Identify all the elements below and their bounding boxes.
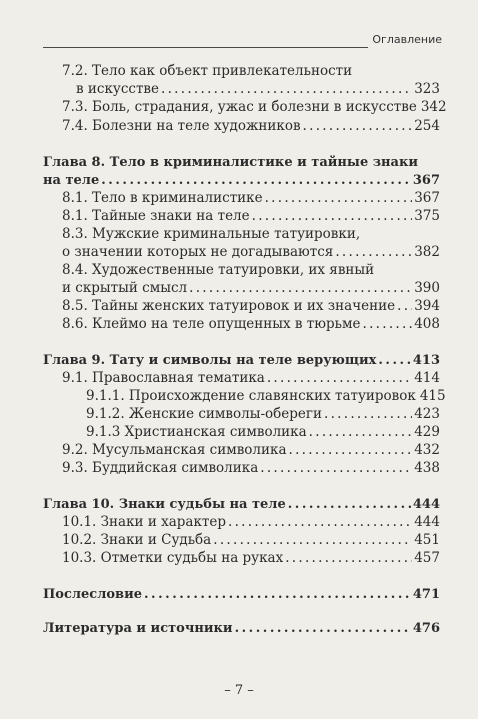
toc-entry-label: на теле [43,173,100,188]
toc-chapter-9[interactable] [43,352,440,369]
dot-leader [265,190,413,207]
header-rule [43,47,368,48]
toc-entry-label: Глава 9. Тату и символы на теле верующих [43,353,377,368]
toc-chapter-10[interactable] [43,496,440,513]
toc-entry-label: Послесловие [43,587,142,602]
toc-entry-label: 10.2. Знаки и Судьба [62,532,212,548]
toc-entry-7-4[interactable] [62,118,440,135]
toc-page-number: 367 [412,173,440,188]
toc-entry-8-3[interactable] [62,244,440,261]
toc-page-number: 432 [414,442,440,458]
toc-entry-8-6[interactable] [62,316,440,333]
dot-leader [235,620,411,637]
toc-entry-10-1[interactable] [62,514,440,531]
toc-page-number: 254 [414,118,440,134]
toc-entry-9-1-3[interactable] [86,424,440,441]
toc-entry-7-2[interactable] [76,81,440,98]
toc-page-number: 367 [414,190,440,206]
toc-page-number: 413 [412,353,440,368]
toc-literature[interactable] [43,620,440,637]
page-number: – 7 – [224,683,254,698]
dot-leader [189,280,412,297]
toc-page-number: 423 [414,406,440,422]
toc-page-number: 438 [414,460,440,476]
toc-page-number: 408 [414,316,440,332]
dot-leader [289,442,413,459]
toc-page-number: 471 [412,587,440,602]
toc-entry-label: Глава 10. Знаки судьбы на теле [43,497,286,512]
toc-page-number: 457 [414,550,440,566]
dot-leader [213,532,412,549]
toc-entry-label: 7.3. Боль, страдания, ужас и болезни в искусстве [62,99,417,115]
toc-page-number: 414 [414,370,440,386]
toc-entry-8-2[interactable] [62,208,440,225]
toc-entry-7-3[interactable] [62,99,447,116]
toc-page-number: 444 [412,497,440,512]
dot-leader [378,352,411,369]
toc-entry-label: 9.1.1. Происхождение славянских татуировок [86,388,416,404]
toc-entry-label: в искусстве [76,81,160,97]
dot-leader [397,298,412,315]
toc-page-number: 394 [414,298,440,314]
dot-leader [228,514,412,531]
dot-leader [161,81,412,98]
toc-page-number: 451 [414,532,440,548]
toc-entry-label: 9.1.3 Христианская символика [86,424,307,440]
toc-entry-8-3-line1: 8.3. Мужские криминальные татуировки, [62,226,361,242]
running-header: Оглавление [372,33,442,46]
toc-entry-label: 9.1. Православная тематика [62,370,265,386]
toc-entry-7-2-line1: 7.2. Тело как объект привлекательности [62,63,353,79]
toc-page-number: 323 [414,81,440,97]
dot-leader [285,550,412,567]
toc-chapter-8[interactable] [43,172,440,189]
toc-entry-label: 10.3. Отметки судьбы на руках [62,550,284,566]
dot-leader [362,316,412,333]
dot-leader [260,460,412,477]
toc-entry-label: 10.1. Знаки и характер [62,514,227,530]
toc-page-number: 390 [414,280,440,296]
toc-entry-10-2[interactable] [62,532,440,549]
dot-leader [303,118,413,135]
toc-entry-8-4-line1: 8.4. Художественные татуировки, их явный [62,262,375,278]
dot-leader [267,370,412,387]
toc-entry-label: 8.1. Тайные знаки на теле [62,208,250,224]
dot-leader [335,244,412,261]
toc-entry-9-1-1[interactable] [86,388,446,405]
toc-entry-label: Литература и источники [43,621,233,636]
toc-entry-label: 7.4. Болезни на теле художников [62,118,301,134]
toc-entry-9-2[interactable] [62,442,440,459]
dot-leader [144,586,411,603]
toc-page-number: 342 [420,99,447,115]
dot-leader [288,496,411,513]
toc-page-number: 415 [419,388,446,404]
toc-entry-label: 9.3. Буддийская символика [62,460,259,476]
toc-afterword[interactable] [43,586,440,603]
toc-page-number: 444 [414,514,440,530]
dot-leader [324,406,412,423]
toc-entry-8-1[interactable] [62,190,440,207]
toc-entry-9-3[interactable] [62,460,440,477]
toc-entry-label: и скрытый смысл [62,280,188,296]
toc-entry-label: 8.1. Тело в криминалистике [62,190,263,206]
toc-entry-8-5[interactable] [62,298,440,315]
toc-entry-9-1-2[interactable] [86,406,440,423]
toc-entry-label: о значении которых не догадываются [62,244,334,260]
toc-entry-label: 9.1.2. Женские символы-обереги [86,406,322,422]
toc-page-number: 375 [414,208,440,224]
toc-entry-9-1[interactable] [62,370,440,387]
toc-entry-label: 8.5. Тайны женских татуировок и их значение [62,298,396,314]
toc-chapter-8-line1: Глава 8. Тело в криминалистике и тайные знаки [43,155,419,170]
toc-page-number: 476 [412,621,440,636]
dot-leader [101,172,411,189]
dot-leader [309,424,413,441]
toc-page-number: 382 [414,244,440,260]
toc-entry-label: 9.2. Мусульманская символика [62,442,287,458]
dot-leader [252,208,413,225]
toc-page-number: 429 [414,424,440,440]
toc-entry-label: 8.6. Клеймо на теле опущенных в тюрьме [62,316,361,332]
toc-entry-10-3[interactable] [62,550,440,567]
toc-entry-8-4[interactable] [62,280,440,297]
